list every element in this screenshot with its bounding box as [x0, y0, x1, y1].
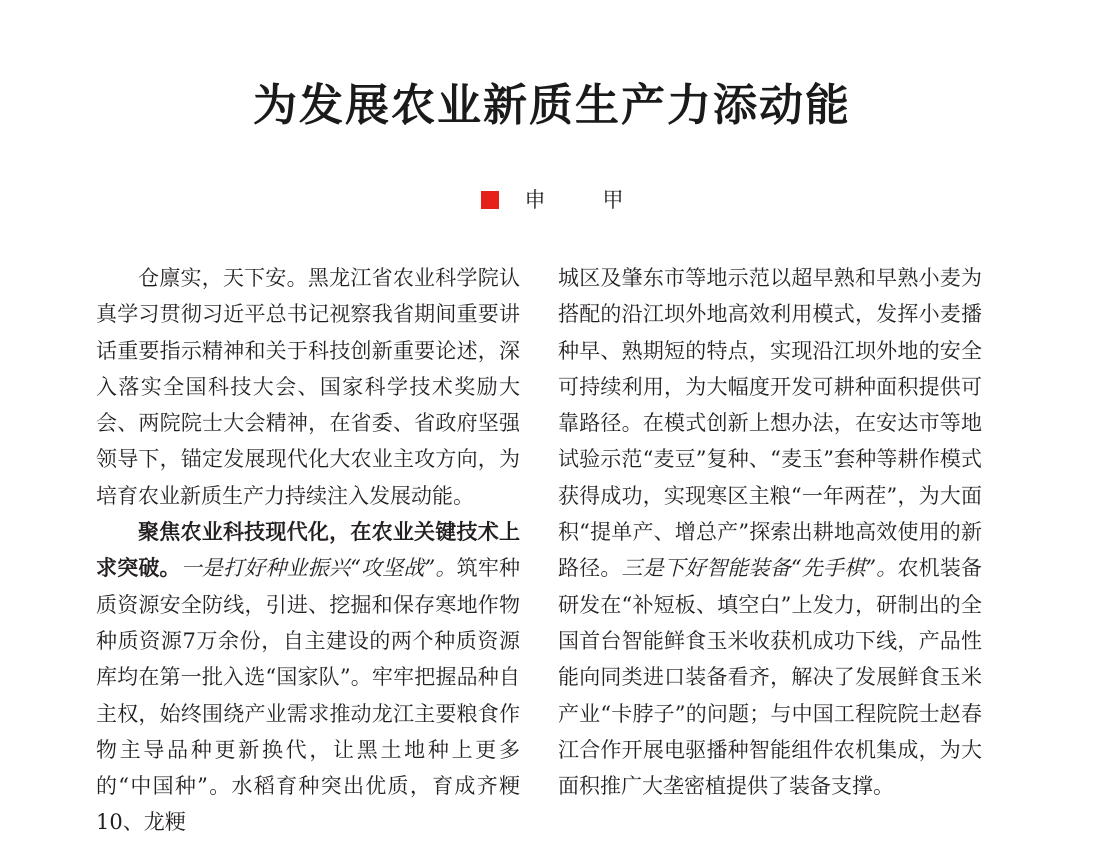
paragraph-body: 筑牢种质资源安全防线，引进、挖掘和保存寒地作物种质资源7万余份，自主建设的两个种质资源库均在第一批入选“国家队”。牢牢把握品种自主权，始终围绕产业需求推动龙江主要粮食作物主导品种更新换代，让黑土地种上更多的“中国种”。水稻育种突出优质，育成齐粳10、龙粳: [96, 556, 520, 835]
subsection-heading-one: 一是打好种业振兴“攻坚战”。: [180, 556, 457, 581]
section-lead-heading: 聚焦农业科技现代化，在农业关键技术上求突破。: [96, 520, 520, 581]
right-column: [558, 260, 982, 804]
paragraph-body-a: 城区及肇东市等地示范以超早熟和早熟小麦为搭配的沿江坝外地高效利用模式，发挥小麦播种早、熟期短的特点，实现沿江坝外地的安全可持续利用，为大幅度开发可耕种面积提供可靠路径。在模式创新上想办法，在安达市等地试验示范“麦豆”复种、“麦玉”套种等耕作模式获得成功，实现寒区主粮“一年两茬”，为大面积“提单产、增总产”探索出耕地高效使用的新路径。: [558, 266, 982, 581]
paragraph-intro: 仓廪实，天下安。黑龙江省农业科学院认真学习贯彻习近平总书记视察我省期间重要讲话重要指示精神和关于科技创新重要论述，深入落实全国科技大会、国家科学技术奖励大会、两院院士大会精神，在省委、省政府坚强领导下，锚定发展现代化大农业主攻方向，为培育农业新质生产力持续注入发展动能。: [96, 266, 520, 508]
article-title: 为发展农业新质生产力添动能: [253, 80, 851, 131]
paragraph-section-one: [96, 514, 520, 841]
subsection-heading-three: 三是下好智能装备“先手棋”。: [621, 556, 898, 581]
byline: [0, 186, 1104, 216]
red-square-marker: [481, 191, 499, 209]
paragraph-continued: [558, 260, 982, 804]
left-column: [96, 260, 520, 841]
paragraph-body-b: 农机装备研发在“补短板、填空白”上发力，研制出的全国首台智能鲜食玉米收获机成功下线，产品性能向同类进口装备看齐，解决了发展鲜食玉米产业“卡脖子”的问题；与中国工程院院士赵春江合作开展电驱播种智能组件农机集成，为大面积推广大垄密植提供了装备支撑。: [558, 556, 982, 799]
author-name: 申 甲: [524, 188, 642, 212]
